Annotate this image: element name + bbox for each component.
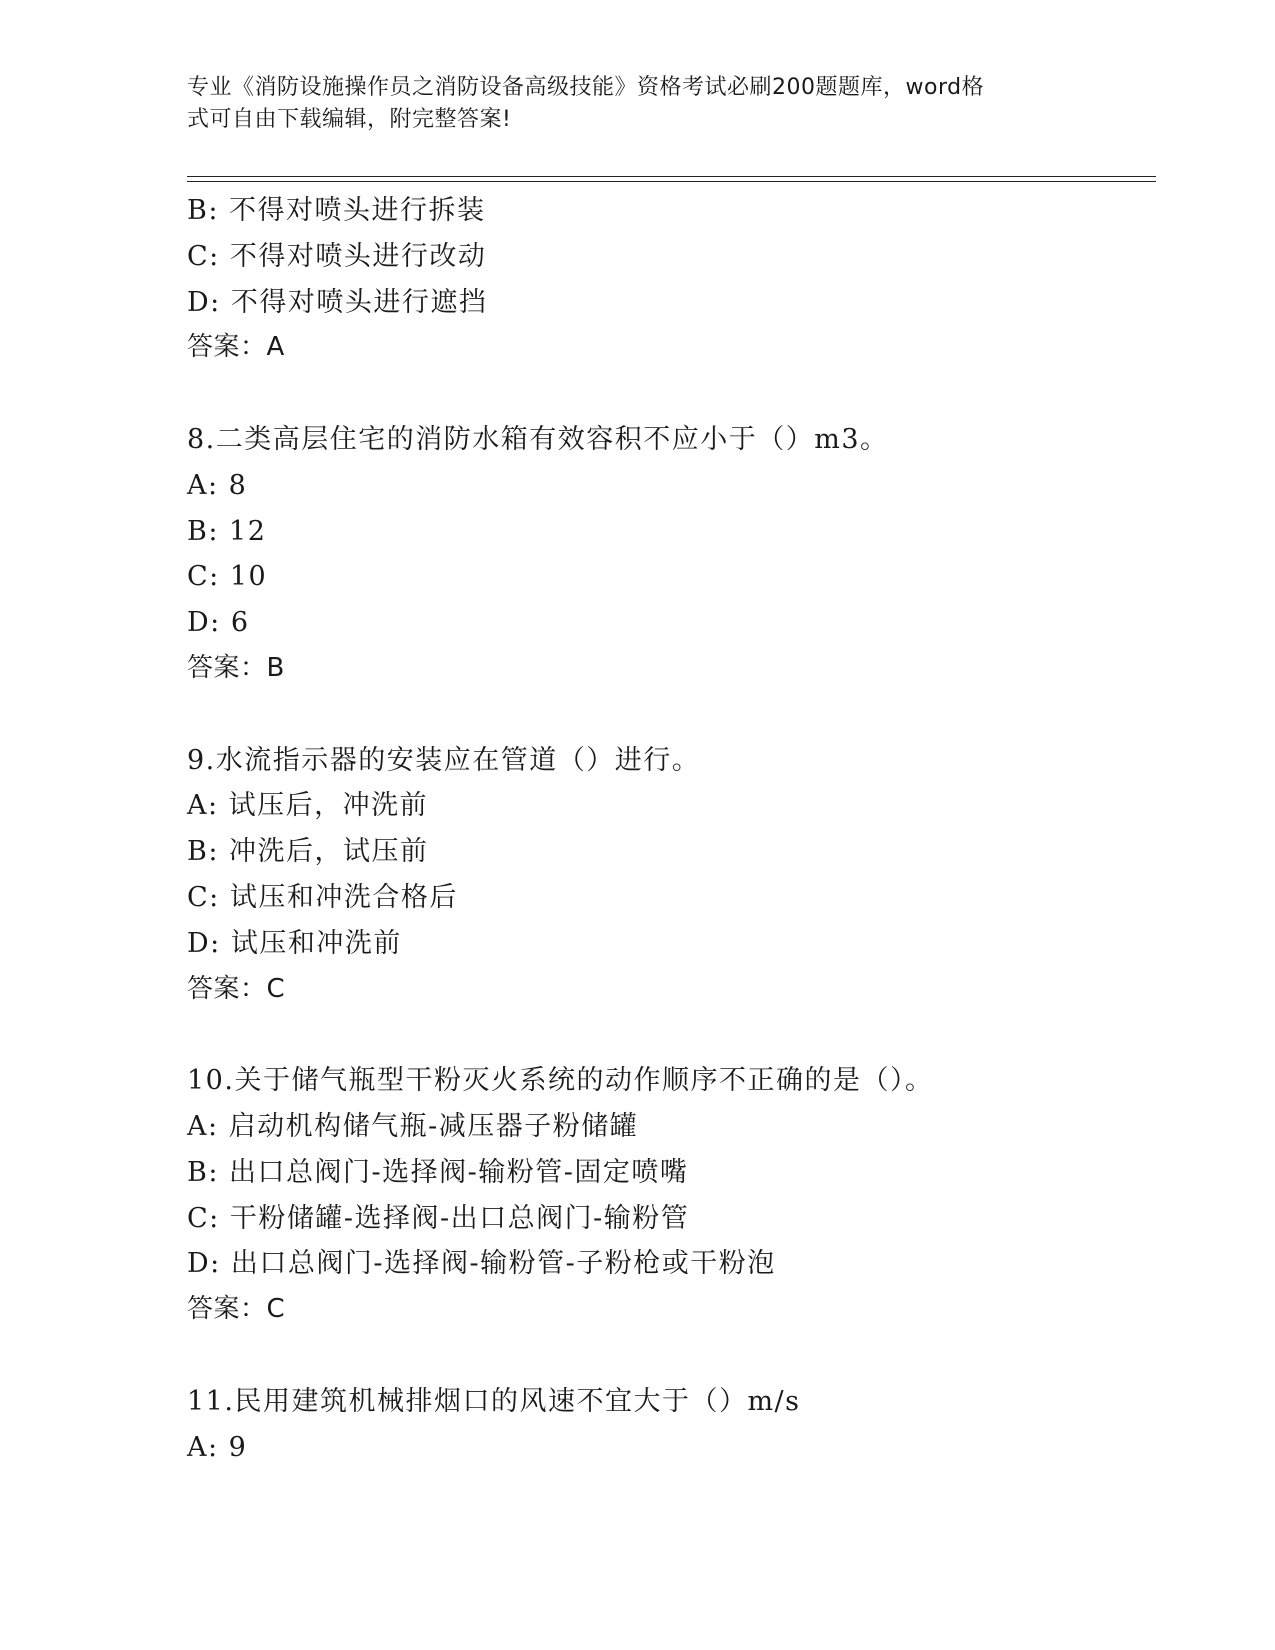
question-7-block [187,188,1156,371]
header-line-2: 式可自由下载编辑，附完整答案! [187,107,512,132]
answer-label: 答案：C [187,1294,286,1325]
option-b: B: 出口总阀门-选择阀-输粉管-固定喷嘴 [187,1156,689,1188]
spacer [187,371,1156,417]
question-9-block [187,738,1156,1013]
question-text: 10.关于储气瓶型干粉灭火系统的动作顺序不正确的是（）。 [187,1065,934,1097]
option-a: A: 试压后，冲洗前 [187,790,429,822]
option-a: A: 8 [187,469,248,501]
option-b: B: 12 [187,515,267,547]
option-d: D: 不得对喷头进行遮挡 [187,286,488,318]
question-text: 11.民用建筑机械排烟口的风速不宜大于（）m/s [187,1385,801,1417]
answer-label: 答案：C [187,973,286,1004]
option-d: D: 出口总阀门-选择阀-输粉管-子粉枪或干粉泡 [187,1248,776,1280]
question-8-block [187,417,1156,692]
spacer [187,1333,1156,1379]
spacer [187,692,1156,738]
question-list [187,188,1156,1470]
question-text: 8.二类高层住宅的消防水箱有效容积不应小于（）m3。 [187,423,889,455]
question-text: 9.水流指示器的安装应在管道（）进行。 [187,744,701,776]
option-c: C: 10 [187,561,268,593]
option-c: C: 干粉储罐-选择阀-出口总阀门-输粉管 [187,1202,690,1234]
document-header [187,72,1067,136]
option-c: C: 不得对喷头进行改动 [187,240,487,272]
option-d: D: 6 [187,607,250,639]
header-divider-bottom [187,181,1156,182]
option-a: A: 9 [187,1431,248,1463]
question-11-block [187,1379,1156,1471]
answer-label: 答案：A [187,332,285,363]
option-b: B: 冲洗后，试压前 [187,836,429,868]
answer-label: 答案：B [187,652,285,683]
option-c: C: 试压和冲洗合格后 [187,881,458,913]
question-10-block [187,1058,1156,1333]
option-a: A: 启动机构储气瓶-减压器子粉储罐 [187,1110,639,1142]
spacer [187,1012,1156,1058]
header-divider-top [187,176,1156,177]
option-d: D: 试压和冲洗前 [187,927,402,959]
option-b: B: 不得对喷头进行拆装 [187,195,486,226]
header-line-1: 专业《消防设施操作员之消防设备高级技能》资格考试必刷200题题库，word格 [187,75,985,100]
